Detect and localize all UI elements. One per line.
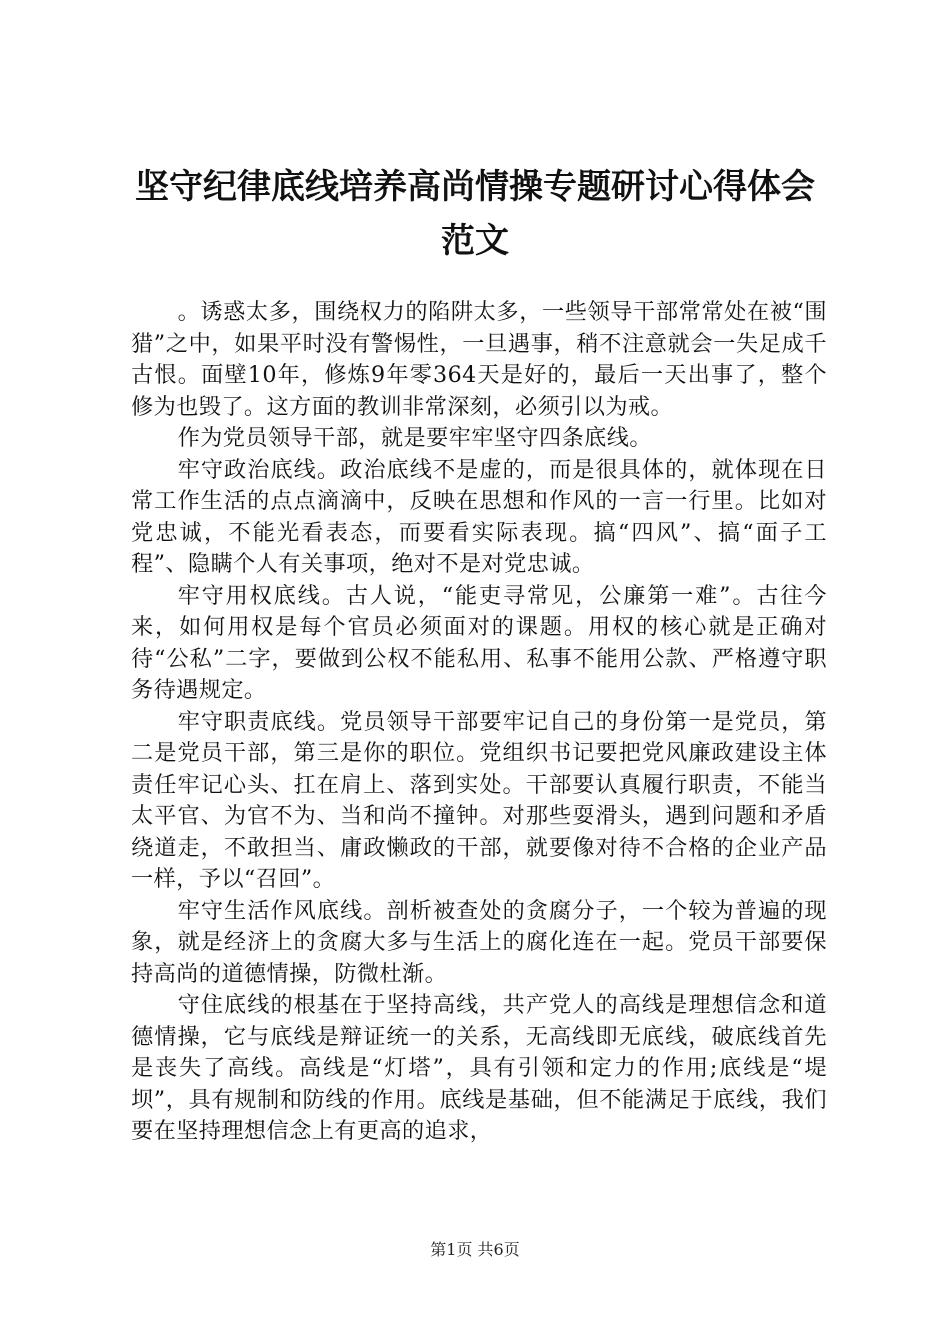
paragraph: 牢守政治底线。政治底线不是虚的，而是很具体的，就体现在日常工作生活的点点滴滴中，反映在思想和作风的一言一行里。比如对党忠诚，不能光看表态，而要看实际表现。搞“四风”、搞“面子工程”、隐瞒个人有关事项，绝对不是对党忠诚。 xyxy=(131,456,827,577)
document-title xyxy=(112,160,838,268)
document-body xyxy=(131,297,827,1148)
paragraph: 牢守生活作风底线。剖析被查处的贪腐分子，一个较为普遍的现象，就是经济上的贪腐大多与生活上的腐化连在一起。党员干部要保持高尚的道德情操，防微杜渐。 xyxy=(131,897,827,987)
title-line-1: 坚守纪律底线培养高尚情操专题研讨心得体会 xyxy=(135,167,815,207)
paragraph: 作为党员领导干部，就是要牢牢坚守四条底线。 xyxy=(177,425,652,451)
page-footer: 第1页 共6页 xyxy=(430,1240,520,1259)
paragraph: 。诱惑太多，围绕权力的陷阱太多，一些领导干部常常处在被“围猎”之中，如果平时没有警惕性，一旦遇事，稍不注意就会一失足成千古恨。面壁10年，修炼9年零364天是好的，最后一天出事了，整个修为也毁了。这方面的教训非常深刻，必须引以为戒。 xyxy=(131,299,827,420)
paragraph: 守住底线的根基在于坚持高线，共产党人的高线是理想信念和道德情操，它与底线是辩证统一的关系，无高线即无底线，破底线首先是丧失了高线。高线是“灯塔”，具有引领和定力的作用;底线是“堤坝”，具有规制和防线的作用。底线是基础，但不能满足于底线，我们要在坚持理想信念上有更高的追求， xyxy=(131,992,827,1144)
title-line-2: 范文 xyxy=(441,221,509,261)
paragraph: 牢守职责底线。党员领导干部要牢记自己的身份第一是党员，第二是党员干部，第三是你的职位。党组织书记要把党风廉政建设主体责任牢记心头、扛在肩上、落到实处。干部要认真履行职责，不能当太平官、为官不为、当和尚不撞钟。对那些耍滑头，遇到问题和矛盾绕道走，不敢担当、庸政懒政的干部，就要像对待不合格的企业产品一样，予以“召回”。 xyxy=(131,708,827,892)
paragraph: 牢守用权底线。古人说，“能吏寻常见，公廉第一难”。古往今来，如何用权是每个官员必须面对的课题。用权的核心就是正确对待“公私”二字，要做到公权不能私用、私事不能用公款、严格遵守职务待遇规定。 xyxy=(131,582,827,703)
